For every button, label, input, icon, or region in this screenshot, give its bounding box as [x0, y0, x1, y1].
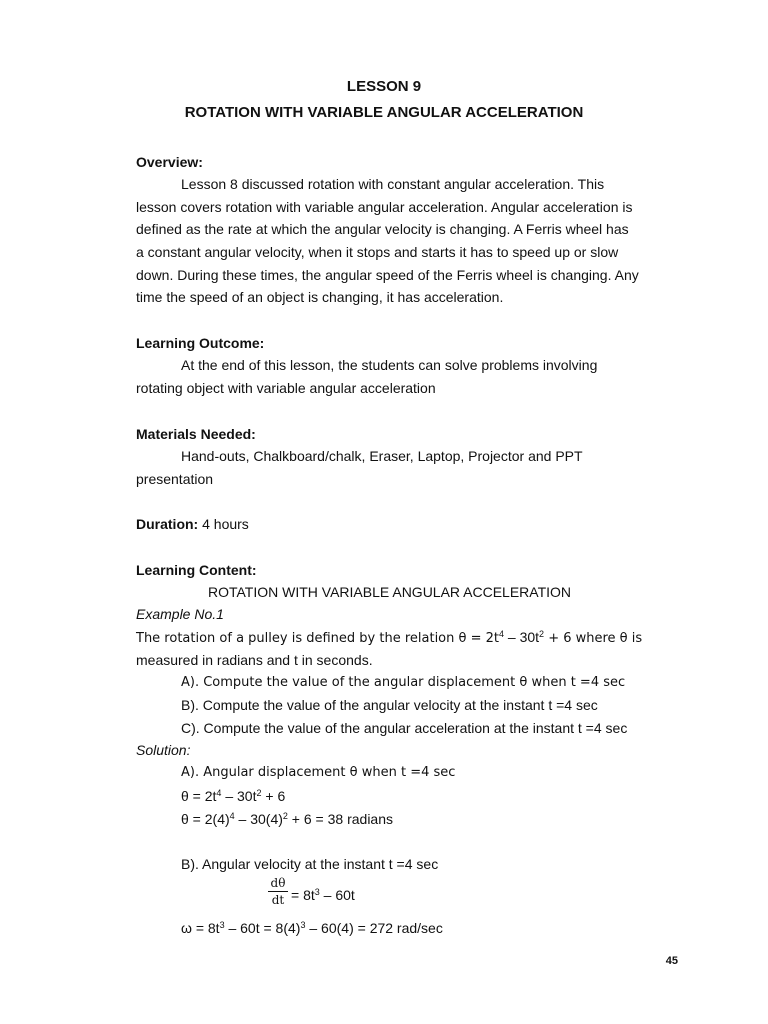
overview-line: a constant angular velocity, when it stops and starts it has to speed up or slow [136, 244, 619, 260]
materials-line: presentation [136, 471, 214, 487]
page-number: 45 [665, 955, 678, 967]
example-label: Example No.1 [136, 606, 224, 622]
materials-line: Hand-outs, Chalkboard/chalk, Eraser, Laptop, Projector and PPT [181, 448, 583, 464]
solution-b-title: B). Angular velocity at the instant t =4 sec [181, 856, 439, 872]
duration-value: 4 hours [202, 516, 249, 532]
duration-heading: Duration: [136, 516, 199, 532]
materials-heading: Materials Needed: [136, 426, 256, 442]
question-c: C). Compute the value of the angular acceleration at the instant t =4 sec [181, 720, 628, 736]
question-a: A). Compute the value of the angular displacement θ when t =4 sec [181, 675, 626, 690]
fraction-numerator: dθ [270, 876, 286, 890]
question-b: B). Compute the value of the angular velocity at the instant t =4 sec [181, 697, 598, 713]
overview-line: time the speed of an object is changing, it has acceleration. [136, 289, 504, 305]
problem-statement: The rotation of a pulley is defined by the relation $\theta = 2t^4 - 30t^2 + 6$ where θ is [136, 629, 643, 646]
lesson-number: LESSON 9 [346, 78, 422, 95]
fraction-denominator: dt [271, 893, 285, 907]
overview-line: Lesson 8 discussed rotation with constant angular acceleration. This [181, 176, 605, 192]
duration-line [136, 514, 249, 534]
overview-heading: Overview: [136, 154, 203, 170]
learning-content-heading: Learning Content: [136, 562, 257, 578]
equation-omega: $\omega = 8t^3 - 60t = 8(4)^3 - 60(4) = 272$ rad/sec [181, 920, 443, 936]
overview-line: lesson covers rotation with variable angular acceleration. Angular acceleration is [136, 199, 633, 215]
learning-outcome-line: rotating object with variable angular acceleration [136, 380, 436, 396]
learning-content-subtitle: ROTATION WITH VARIABLE ANGULAR ACCELERATION [208, 584, 572, 600]
learning-outcome-heading: Learning Outcome: [136, 335, 265, 351]
overview-line: down. During these times, the angular speed of the Ferris wheel is changing. Any [136, 267, 639, 283]
learning-outcome-line: At the end of this lesson, the students can solve problems involving [181, 357, 598, 373]
derivative-fraction [268, 876, 288, 907]
solution-a-title: A). Angular displacement θ when t =4 sec [181, 765, 456, 780]
solution-label: Solution: [136, 742, 191, 758]
equation-derivative: = $8t^3 - 60t$ [291, 887, 355, 903]
problem-statement-line2: measured in radians and t in seconds. [136, 652, 373, 668]
fraction-bar [268, 891, 288, 892]
equation-theta-value: $\theta = 2(4)^4 - 30(4)^2 + 6 = 38$ radians [181, 811, 393, 827]
lesson-title: ROTATION WITH VARIABLE ANGULAR ACCELERATION [184, 104, 584, 121]
equation-theta: $\theta = 2t^4 - 30t^2 + 6$ [181, 788, 286, 804]
overview-line: defined as the rate at which the angular velocity is changing. A Ferris wheel has [136, 221, 629, 237]
